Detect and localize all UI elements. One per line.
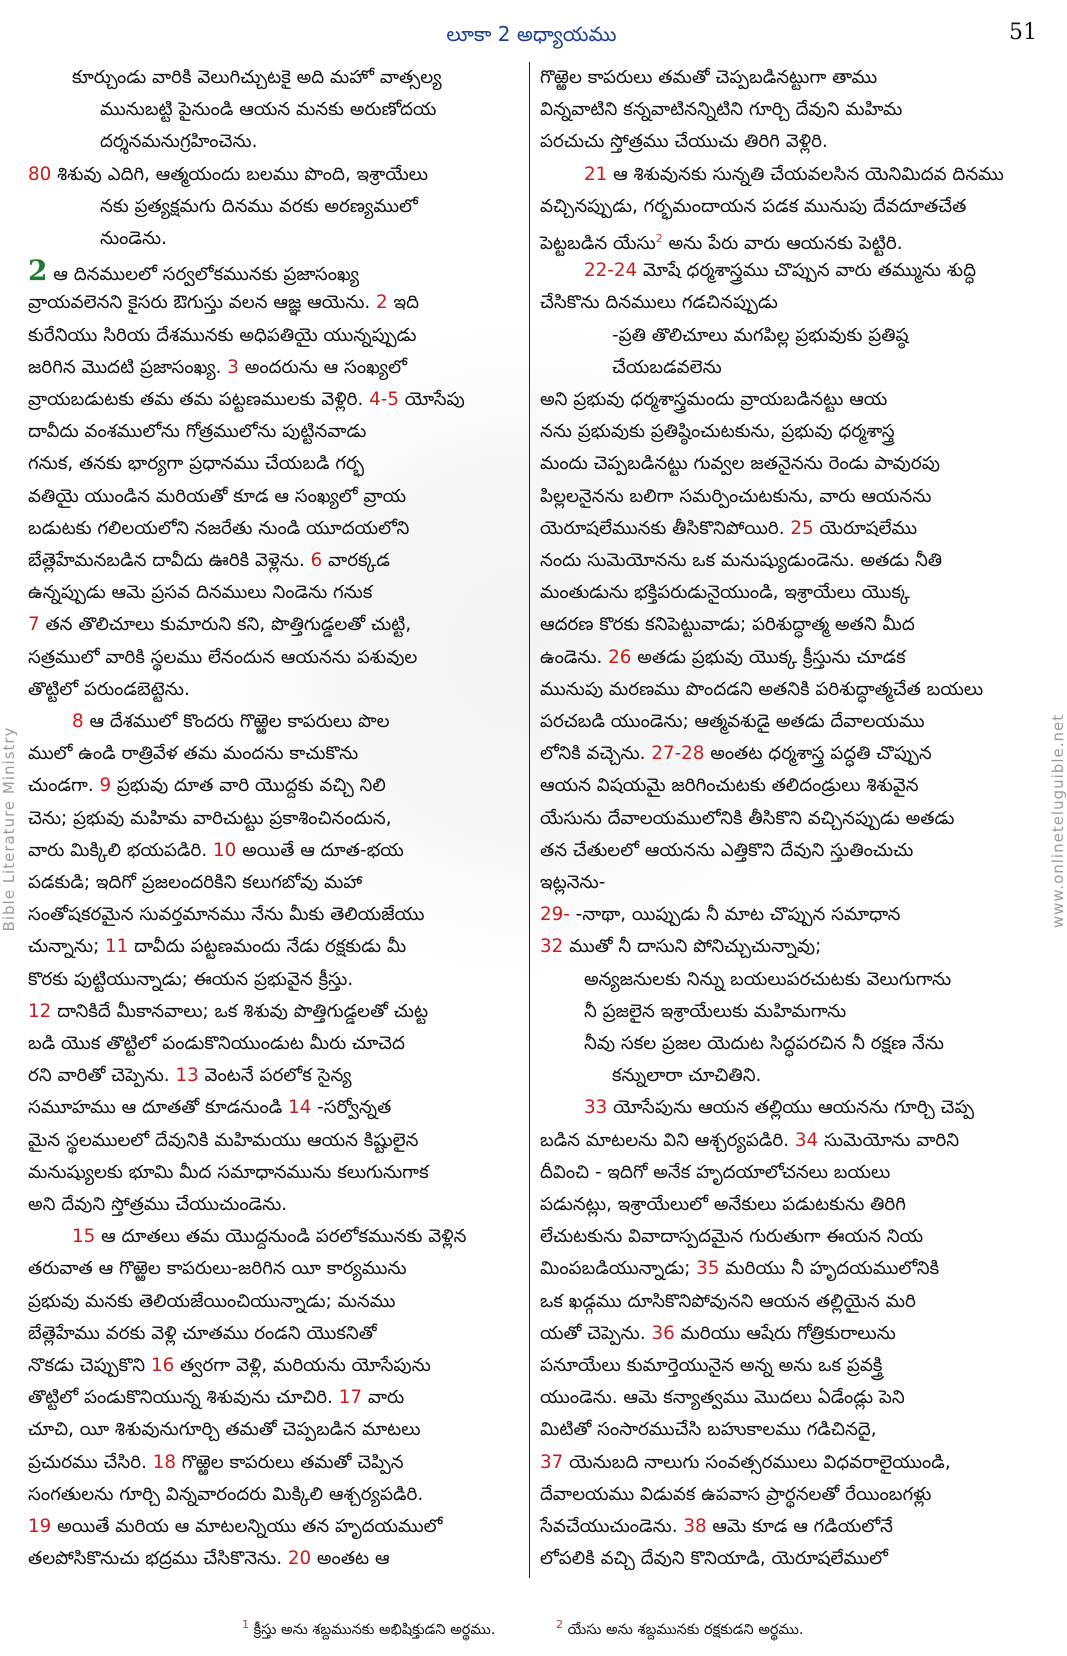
verse-number: 2 [376, 292, 388, 314]
verse-text: అను పేరు వారు ఆయనకు పెట్టిరి. [662, 233, 903, 255]
verse-text: కొరకు పుట్టియున్నాడు; ఈయన ప్రభువైన క్రీస్తు. [28, 968, 354, 990]
left-column [28, 62, 518, 1570]
verse-text: పెట్టబడిన యేసు [540, 233, 656, 255]
text-line [540, 706, 1034, 738]
verse-text: ఇది [387, 292, 419, 314]
verse-text: మైన స్థలములలో దేవునికి మహిమయు ఆయన కిష్టులైన [28, 1129, 419, 1151]
verse-text: బడుటకు గలిలయలోని నజరేతు నుండి యూదయలోని [28, 517, 410, 539]
text-line [28, 545, 518, 577]
text-line [540, 481, 1034, 513]
verse-number: 18 [152, 1451, 176, 1473]
text-line [540, 738, 1034, 770]
verse-text: వెంటనే పరలోక సైన్య [198, 1065, 352, 1087]
text-line [28, 384, 518, 416]
text-line [28, 513, 518, 545]
chapter-title: లూకా 2 అధ్యాయము [446, 22, 617, 46]
verse-text: తలపోసికొనుచు భద్రము చేసికొనెను. [28, 1548, 288, 1570]
verse-text: అతడు ప్రభువు యొక్క క్రీస్తును చూడక [631, 646, 906, 668]
verse-number: 20 [287, 1548, 312, 1570]
verse-text: లోపలికి వచ్చి దేవుని కొనియాడి, యెరూషలేములో [540, 1548, 888, 1570]
text-line [28, 126, 518, 158]
text-line [540, 159, 1034, 191]
verse-text: దీవించి - ఇదిగో అనేక హృదయాలోచనలు బయలు [540, 1161, 891, 1183]
text-line [540, 835, 1034, 867]
verse-text: శిశువు ఎదిగి, ఆత్మయందు బలము పొంది, ఇశ్రాయేలు [51, 163, 429, 185]
verse-text: బడిన మాటలను విని ఆశ్చర్యపడిరి. [540, 1129, 795, 1151]
verse-number: 38 [683, 1516, 707, 1537]
verse-text: ఒక ఖడ్గము దూసికొనిపోవునని ఆయన తల్లియైన మరి [540, 1290, 916, 1312]
verse-text: ఆ దినములలో సర్వలోకమునకు ప్రజాసంఖ్య [47, 264, 359, 286]
page-header [0, 20, 1063, 50]
text-line [540, 964, 1034, 996]
text-line [540, 126, 1034, 158]
verse-text: దర్శనమనుగ్రహించెను. [100, 131, 258, 153]
verse-text: కన్నులారా చూచితిని. [612, 1065, 762, 1087]
text-line [28, 1479, 518, 1511]
verse-text: తొట్టిలో పండుకొనియున్న శిశువును చూచిరి. [28, 1387, 339, 1409]
text-line [28, 1028, 518, 1060]
text-line [540, 642, 1034, 674]
verse-text: ఆ దూతలు తమ యొద్దనుండి పరలోకమునకు వెళ్లిన [95, 1226, 467, 1248]
text-line [540, 867, 1034, 899]
text-line [28, 62, 518, 94]
verse-text: బేత్లెహేమనబడిన దావీదు ఊరికి వెళ్లెను. [28, 550, 311, 571]
verse-text: ముతో నీ దాసుని పోనిచ్చుచున్నావు; [563, 936, 822, 958]
text-line [540, 931, 1034, 963]
text-line [28, 352, 518, 384]
verse-text: లేచుటకును వివాదాస్పదమైన గురుతుగా ఈయన నియ [540, 1226, 924, 1248]
page-number: 51 [1009, 20, 1037, 45]
text-line [28, 191, 518, 223]
verse-text: మనుష్యులకు భూమి మీద సమాధానమును కలుగునుగాక [28, 1161, 429, 1183]
verse-text: మందు చెప్పబడినట్టు గువ్వల జతనైనను రెండు పావురపు [540, 453, 941, 475]
verse-text: సంగతులను గూర్చి విన్నవారందరు మిక్కిలి ఆశ్చర్యపడిరి. [28, 1483, 424, 1505]
text-line [28, 1286, 518, 1318]
verse-text: విన్నవాటిని కన్నవాటినన్నిటిని గూర్చి దేవుని మహిమ [540, 99, 903, 121]
verse-text: ఆయన విషయమై జరిగించుటకు తలిదండ్రులు శిశువైన [540, 775, 919, 797]
verse-text: గొఱ్ఱెల కాపరులు తమతో చెప్పబడినట్టుగా తాము [540, 67, 878, 88]
text-line [28, 1447, 518, 1479]
verse-number: 27-28 [651, 743, 705, 765]
text-line [28, 642, 518, 674]
text-line [28, 835, 518, 867]
text-line [540, 1318, 1034, 1350]
verse-text: వ్రాయవలెనని కైసరు ఔగుస్తు వలన ఆజ్ఞ ఆయెను. [28, 292, 377, 314]
verse-text: యెరూషలేమునకు తీసికొనిపోయిరి. [540, 517, 791, 539]
verse-text: అందరును ఆ సంఖ్యలో [238, 356, 407, 378]
verse-text: అన్యజనులకు నిన్ను బయలుపరచుటకు వెలుగుగాను [584, 968, 952, 990]
verse-text: ఉండెను. [540, 646, 609, 668]
verse-number: 8 [72, 711, 84, 732]
verse-number: 37 [540, 1451, 564, 1473]
text-line [28, 1414, 518, 1446]
verse-text: దానికిదే మీకానవాలు; ఒక శిశువు పొత్తిగుడ్డలతో చుట్ట [51, 1000, 429, 1022]
verse-text: సత్రములో వారికి స్థలము లేనందున ఆయనను పశువుల [28, 646, 418, 668]
text-line [28, 867, 518, 899]
text-line [540, 94, 1034, 126]
verse-text: పనూయేలు కుమార్తెయునైన అన్న అను ఒక ప్రవక్త్రి [540, 1355, 883, 1376]
verse-text: మంతుడును భక్తిపరుడునైయుండి, ఇశ్రాయేలు యొక్క [540, 582, 910, 604]
text-line [540, 255, 1034, 287]
verse-text: దావీదు వంశములోను గోత్రములోను పుట్టినవాడు [28, 421, 367, 443]
verse-number: 3 [227, 356, 239, 378]
verse-text: ములో ఉండి రాత్రివేళ తమ మందను కాచుకొను [28, 743, 359, 765]
verse-number: 4-5 [369, 389, 399, 410]
text-line [28, 481, 518, 513]
text-line [28, 1350, 518, 1382]
verse-text: పడకుడి; ఇదిగో ప్రజలందరికిని కలుగబోవు మహా [28, 872, 363, 893]
verse-text: అయితే మరియ ఆ మాటలన్నియు తన హృదయములో [51, 1516, 443, 1537]
verse-text: చేయబడవలెను [612, 356, 722, 378]
text-line [28, 1092, 518, 1124]
text-line [540, 223, 1034, 255]
text-line [28, 738, 518, 770]
verse-number: 11 [105, 936, 129, 958]
footnote-2-text: యేసు అను శబ్దమునకు రక్షకుడని అర్థము. [567, 1621, 804, 1638]
text-line [540, 1479, 1034, 1511]
verse-number: 34 [794, 1129, 819, 1151]
verse-text: ఆదరణ కొరకు కనిపెట్టువాడు; పరిశుద్ధాత్మ అతని మీద [540, 614, 915, 636]
text-line [540, 1414, 1034, 1446]
verse-text: తొట్టిలో పరుండబెట్టెను. [28, 678, 190, 700]
verse-text: గనుక, తనకు భార్యగా ప్రధానము చేయబడి గర్భ [28, 453, 365, 475]
text-line [540, 609, 1034, 641]
verse-text: మరియు ఆషేరు గోత్రికురాలును [674, 1322, 896, 1344]
text-line [28, 1060, 518, 1092]
verse-text: దేవాలయము విడువక ఉపవాస ప్రార్థనలతో రేయింబగళ్లు [540, 1483, 932, 1505]
verse-text: వతియై యుండిన మరియతో కూడ ఆ సంఖ్యలో వ్రాయ [28, 485, 407, 507]
verse-text: మింపబడియున్నాడు; [540, 1258, 697, 1280]
verse-number: 10 [213, 839, 237, 861]
verse-text: మిటితో సంసారముచేసి బహుకాలము గడిచినదై, [540, 1419, 877, 1441]
verse-text: దావీదు పట్టణమందు నేడు రక్షకుడు మీ [128, 936, 407, 958]
text-line [28, 706, 518, 738]
footnote-1-text: క్రీస్తు అను శబ్దమునకు అభిషిక్తుడని అర్థము. [253, 1621, 496, 1638]
verse-text: చేసికొను దినములు గడచినప్పుడు [540, 292, 778, 314]
verse-number: 12 [28, 1000, 52, 1022]
text-line [28, 609, 518, 641]
verse-text: నకు ప్రత్యక్షమగు దినము వరకు అరణ్యములో [100, 195, 418, 217]
side-watermark-left: Bible Literature Ministry [0, 726, 18, 932]
verse-text: వారక్కడ [322, 550, 390, 571]
verse-text: పడునట్లు, ఇశ్రాయేలులో అనేకులు పడుటకును తిరిగి [540, 1194, 906, 1215]
verse-text: నను ప్రభువుకు ప్రతిష్ఠించుటకును, ప్రభువు ధర్మశాస్త్ర [540, 421, 895, 443]
verse-text: గొఱ్ఱెల కాపరులు తమతో చెప్పిన [176, 1451, 404, 1473]
verse-text: ప్రభువు మనకు తెలియజేయించియున్నాడు; మనము [28, 1290, 396, 1312]
verse-number: 6 [310, 550, 323, 571]
verse-text: సమూహము ఆ దూతతో కూడనుండి [28, 1097, 289, 1119]
text-line [540, 1157, 1034, 1189]
text-line [540, 513, 1034, 545]
verse-text: రని వారితో చెప్పెను. [28, 1065, 176, 1087]
verse-text: వ్రాయబడుటకు తమ తమ పట్టణములకు వెళ్లిరి. [28, 389, 370, 410]
verse-number: 7 [28, 614, 40, 636]
verse-text: సుమెయోను వారిని [818, 1129, 960, 1151]
verse-text: మునుపు మరణము పొందడని అతనికి పరిశుద్ధాత్మచేత బయలు [540, 678, 984, 700]
text-line [540, 352, 1034, 384]
verse-text: యుండెను. ఆమె కన్యాత్వము మొదలు ఏడేండ్లు పెని [540, 1387, 905, 1409]
verse-text: సంతోషకరమైన సువర్తమానము నేను మీకు తెలియజేయు [28, 904, 425, 926]
text-line [540, 1092, 1034, 1124]
verse-number: 22-24 [584, 260, 638, 282]
verse-text: బేత్లెహేము వరకు వెళ్లి చూతము రండని యొకనితో [28, 1322, 377, 1344]
verse-text: సేవచేయుచుండెను. [540, 1516, 684, 1537]
verse-text: చెను; ప్రభువు మహిమ వారిచుట్టు ప్రకాశించినందున, [28, 807, 392, 829]
text-line [28, 94, 518, 126]
text-line [28, 223, 518, 255]
verse-text: -నాథా, యిప్పుడు నీ మాట చొప్పున సమాధాన [569, 904, 901, 926]
verse-text: నుండెను. [100, 228, 167, 249]
text-line [540, 62, 1034, 94]
verse-text: యెనుబది నాలుగు సంవత్సరములు విధవరాలైయుండి, [563, 1451, 951, 1473]
verse-text: యెరూషలేము [813, 517, 918, 539]
verse-text: నీవు సకల ప్రజల యెదుట సిద్ధపరచిన నీ రక్షణ నేను [584, 1033, 944, 1054]
verse-number: 25 [790, 517, 814, 539]
text-line [28, 287, 518, 319]
verse-text: మరియు నీ హృదయములోనికి [719, 1258, 940, 1280]
verse-text: అయితే ఆ దూత-భయ [236, 839, 404, 861]
text-line [28, 1543, 518, 1575]
verse-text: ప్రచురము చేసిరి. [28, 1451, 153, 1473]
text-line [540, 803, 1034, 835]
text-line [540, 1253, 1034, 1285]
footnote-2 [556, 1618, 804, 1642]
verse-number: 16 [150, 1355, 175, 1376]
text-line [540, 1028, 1034, 1060]
text-line [28, 674, 518, 706]
text-line [28, 448, 518, 480]
text-line [28, 1382, 518, 1414]
verse-text: తన చేతులలో ఆయనను ఎత్తికొని దేవుని స్తుతించుచు [540, 839, 914, 861]
text-line [28, 1318, 518, 1350]
verse-text: తన తొలిచూలు కుమారుని కని, పొత్తిగుడ్డలతో చుట్టి, [39, 614, 412, 636]
text-line [540, 770, 1034, 802]
verse-number: 21 [584, 163, 608, 185]
verse-number: 29- [540, 904, 570, 926]
verse-text: యతో చెప్పెను. [540, 1322, 652, 1344]
verse-text: నొకడు చెప్పుకొని [28, 1355, 151, 1376]
text-line [28, 320, 518, 352]
text-line [28, 770, 518, 802]
text-line [28, 1253, 518, 1285]
text-line [540, 384, 1034, 416]
text-line [540, 320, 1034, 352]
text-line [540, 996, 1034, 1028]
verse-text: నీ ప్రజలైన ఇశ్రాయేలుకు మహిమగాను [584, 1000, 847, 1022]
text-line [540, 416, 1034, 448]
verse-text: పరచుచు స్తోత్రము చేయుచు తిరిగి వెళ్లిరి. [540, 131, 828, 153]
verse-text: -సర్వోన్నత [311, 1097, 392, 1119]
verse-text: యోసేపును ఆయన తల్లియు ఆయనను గూర్చి చెప్ప [607, 1097, 975, 1119]
text-line [540, 674, 1034, 706]
text-line [28, 1157, 518, 1189]
verse-text: ఉన్నప్పుడు ఆమె ప్రసవ దినములు నిండెను గనుక [28, 582, 373, 604]
verse-text: కురేనియు సిరియ దేశమునకు అధిపతియై యున్నప్పుడు [28, 324, 417, 346]
text-line [28, 964, 518, 996]
verse-number: 36 [651, 1322, 675, 1344]
verse-text: చుండగా. [28, 775, 100, 797]
text-line [540, 1382, 1034, 1414]
text-line [540, 1125, 1034, 1157]
text-line [540, 1060, 1034, 1092]
verse-number: 13 [175, 1065, 199, 1087]
text-line [540, 545, 1034, 577]
text-line [540, 287, 1034, 319]
side-watermark-right: www.onlineteluguible.net [1049, 713, 1067, 929]
verse-text: చున్నాను; [28, 936, 106, 958]
right-column [540, 62, 1034, 1570]
verse-text: పిల్లలనైనను బలిగా సమర్పించుటకును, వారు ఆయనను [540, 485, 932, 507]
verse-text: మునుబట్టి పైనుండి ఆయన మనకు అరుణోదయ [100, 99, 437, 121]
verse-number: 35 [696, 1258, 720, 1280]
text-line [540, 1447, 1034, 1479]
verse-number: 80 [28, 163, 52, 185]
verse-number: 15 [72, 1226, 96, 1248]
verse-number: 33 [584, 1097, 608, 1119]
text-line [28, 996, 518, 1028]
verse-text: యేసును దేవాలయములోనికి తీసికొని వచ్చినప్పుడు అతడు [540, 807, 955, 829]
column-divider [529, 62, 530, 1578]
verse-number: 9 [99, 775, 112, 797]
text-line [28, 931, 518, 963]
text-line [28, 1221, 518, 1253]
verse-text: కూర్చుండు వారికి వెలుగిచ్చుటకై అది మహో వాత్సల్య [72, 67, 442, 88]
text-line [28, 803, 518, 835]
text-line [28, 159, 518, 191]
verse-text: వచ్చినప్పుడు, గర్భమందాయన పడక మునుపు దేవదూతచేత [540, 195, 967, 217]
footnote-2-mark: 2 [556, 1618, 563, 1631]
verse-text: అని ప్రభువు ధర్మశాస్త్రమందు వ్రాయబడినట్టు ఆయ [540, 389, 888, 410]
text-line [28, 416, 518, 448]
text-line [28, 1125, 518, 1157]
text-line [540, 1286, 1034, 1318]
verse-text: ఆ దేశములో కొందరు గొఱ్ఱెల కాపరులు పొల [83, 711, 390, 732]
verse-number: 26 [608, 646, 632, 668]
verse-text: ఇట్లనెను- [540, 872, 606, 893]
verse-text: తరువాత ఆ గొఱ్ఱెల కాపరులు-జరిగిన యీ కార్యమును [28, 1258, 407, 1280]
verse-text: చూచి, యీ శిశువునుగూర్చి తమతో చెప్పబడిన మాటలు [28, 1419, 421, 1441]
verse-text: -ప్రతి తొలిచూలు మగపిల్ల ప్రభువుకు ప్రతిష్ఠ [612, 324, 909, 346]
chapter-number: 2 [28, 254, 48, 288]
verse-text: త్వరగా వెళ్లి, మరియను యోసేపును [174, 1355, 431, 1376]
verse-text: లోనికి వచ్చెను. [540, 743, 652, 765]
text-line [28, 255, 518, 287]
text-line [540, 577, 1034, 609]
verse-text: అంతట ఆ [311, 1548, 390, 1570]
verse-text: ఆ శిశువునకు సున్నతి చేయవలసిన యెనిమిదవ దినము [607, 163, 1004, 185]
verse-text: ప్రభువు దూత వారి యొద్దకు వచ్చి నిలి [111, 775, 386, 797]
verse-text: మోషే ధర్మశాస్త్రము చొప్పున వారు తమ్మును శుద్ధి [637, 260, 977, 282]
verse-text: వారు మిక్కిలి భయపడిరి. [28, 839, 213, 861]
footnote-ref: 2 [655, 232, 663, 245]
verse-text: అంతట ధర్మశాస్త్ర పద్ధతి చొప్పున [704, 743, 932, 765]
text-line [540, 899, 1034, 931]
verse-number: 14 [288, 1097, 312, 1119]
verse-number: 19 [28, 1516, 52, 1537]
verse-text: అని దేవుని స్తోత్రము చేయుచుండెను. [28, 1194, 288, 1215]
verse-text: నందు సుమెయోనను ఒక మనుష్యుడుండెను. అతడు నీతి [540, 550, 943, 571]
text-line [540, 1350, 1034, 1382]
text-line [28, 899, 518, 931]
text-line [28, 1511, 518, 1543]
text-line [28, 577, 518, 609]
verse-text: ఆమె కూడ ఆ గడియలోనే [706, 1516, 894, 1537]
verse-text: జరిగిన మొదటి ప్రజాసంఖ్య. [28, 356, 228, 378]
text-line [540, 1189, 1034, 1221]
verse-number: 17 [338, 1387, 363, 1409]
verse-text: యోసేపు [398, 389, 465, 410]
verse-text: పరచబడి యుండెను; ఆత్మవశుడై అతడు దేవాలయము [540, 711, 925, 732]
text-line [28, 1189, 518, 1221]
text-line [540, 191, 1034, 223]
text-line [540, 1543, 1034, 1575]
verse-number: 32 [540, 936, 564, 958]
text-line [540, 1221, 1034, 1253]
footnote-1 [242, 1618, 495, 1642]
text-line [540, 1511, 1034, 1543]
footnote-1-mark: 1 [242, 1618, 249, 1631]
text-line [540, 448, 1034, 480]
verse-text: బడి యొక తొట్టిలో పండుకొనియుండుట మీరు చూచెద [28, 1033, 405, 1054]
verse-text: వారు [362, 1387, 405, 1409]
